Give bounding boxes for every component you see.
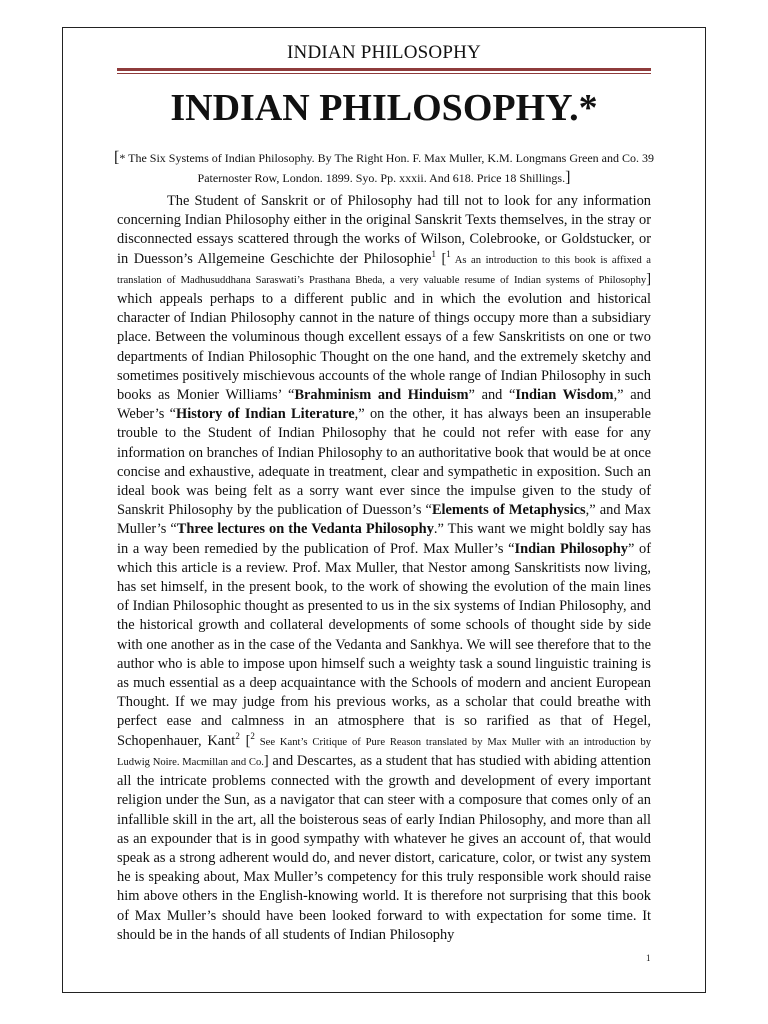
footnote-ref-2: 2 <box>235 730 240 741</box>
body-text-run: ” and “ <box>468 387 516 404</box>
book-title-three-lectures: Three lectures on the Vedanta Philosophy <box>176 521 434 538</box>
body-text-run: which appeals perhaps to a different public and in which the evolution and historical character of Indian Philosophy cannot in the nature of things occupy more than a subsidiary place. Between the voluminous though excellent essays of a few Sanskritists on one or two departments of Indian Philosophic Thought on the one hand, and the extremely sketchy and sometimes positively mischievous accounts of the whole range of Indian Philosophy in such books as Monier Williams’ “ <box>117 291 651 404</box>
body-text-run: and Descartes, as a student that has studied with abiding attention all the intricate problems connected with the growth and development of every important religion under the Sun, as a navigator that can steer with a composure that comes only of an infallible skill in the art, all the boisterous seas of early Indian Philosophy, and more than all as an expounder that is in good sympathy with whatever he gives an account of, that would speak as a strong adherent would do, and never distort, caricature, color, or twist any system he is speaking about, Max Muller’s competency for this truly responsible work should raise him above others in the English-knowing world. It is therefore not surprising that this book of Max Muller’s should have been looked forward to with expectation for some time. It should be in the hands of all students of Indian Philosophy <box>117 752 651 943</box>
book-title-indian-wisdom: Indian Wisdom <box>515 387 614 404</box>
header-rule-thick <box>117 68 651 71</box>
body-text-run: ,” and Max Muller’s “ <box>117 502 651 538</box>
body-text-run: The Student of Sanskrit or of Philosophy had till not to look for any information concerning Indian Philosophy either in the original Sanskrit Texts themselves, in the stray or disconnected essays scattered through the works of Wilson, Colebrooke, or Goldstucker, or in Duesson’s Allgemeine Geschichte der Philosophie <box>117 193 651 267</box>
running-head: INDIAN PHILOSOPHY <box>287 42 481 63</box>
body-text-run: ” of which this article is a review. Prof. Max Muller, that Nestor among Sanskritists now living, has set himself, in the present book, to the work of showing the evolution of the main lines of Indian Philosophic thought as presented to us in the six systems of Indian Philosophy, and the historical growth and collateral developments of some schools of thought side by side with one another as in the case of the Vedanta and Sankhya. We will see therefore that to the author who is able to impose upon himself such a weighty task a sound linguistic training is as much essential as a deep acquaintance with the Schools of modern and ancient European Thought. If we may judge from his previous works, as a scholar that could breathe with perfect ease and calmness in an atmosphere that is so rarified as that of Hegel, Schopenhauer, Kant <box>117 540 652 749</box>
body-text-run: ,” on the other, it has always been an insuperable trouble to the Student of Indian Philosophy that he could not refer with ease for any information on branches of Indian Philosophy to an authoritative book that would be at once concise and exhaustive, adequate in treatment, clear and sympathetic in exposition. Such an ideal book was being felt as a sorry want ever since the impulse given to the study of Sanskrit Philosophy by the publication of Duesson’s “ <box>117 406 651 519</box>
bracket-close: ] <box>565 169 571 186</box>
book-title-indian-philosophy: Indian Philosophy <box>514 540 628 557</box>
page-title: INDIAN PHILOSOPHY.* <box>170 87 598 129</box>
body-text-run: ,” and Weber’s “ <box>117 387 651 423</box>
footnote-1-open: [ <box>441 250 447 267</box>
body-paragraph <box>117 192 651 945</box>
footnote-2-text: See Kant’s Critique of Pure Reason translated by Max Muller with an introduction by Ludwig Noire. Macmillan and Co. <box>117 736 652 768</box>
bibliographic-note <box>112 148 656 188</box>
book-title-history-indian-literature: History of Indian Literature <box>176 406 355 423</box>
footnote-2-open: [ <box>239 732 251 749</box>
bracket-open: [ <box>114 149 120 166</box>
footnote-2-mark: 2 <box>250 730 255 741</box>
footnote-1-text: As an introduction to this book is affixed a translation of Madhusuddhana Saraswati’s Prasthana Bheda, a very valuable resume of Indian systems of Philosophy <box>117 254 651 286</box>
book-title-brahminism: Brahminism and Hinduism <box>294 387 469 404</box>
header-rule-thin <box>117 73 651 74</box>
book-title-elements-metaphysics: Elements of Metaphysics <box>431 502 586 519</box>
footnote-1-mark: 1 <box>446 248 451 259</box>
footnote-ref-1: 1 <box>431 248 436 259</box>
bibliographic-note-text: * The Six Systems of Indian Philosophy. By The Right Hon. F. Max Muller, K.M. Longmans Green and Co. 39 Paternoster Row, London. 1899. Syo. Pp. xxxii. And 618. Price 18 Shillings. <box>119 151 654 185</box>
body-text <box>117 192 651 945</box>
body-text-run: .” This want we might boldly say has in a way been remedied by the publication of Prof. Max Muller’s “ <box>117 521 651 557</box>
footnote-1-close: ] <box>646 270 651 287</box>
footnote-2-close: ] <box>263 752 269 769</box>
page-number: 1 <box>646 953 651 963</box>
